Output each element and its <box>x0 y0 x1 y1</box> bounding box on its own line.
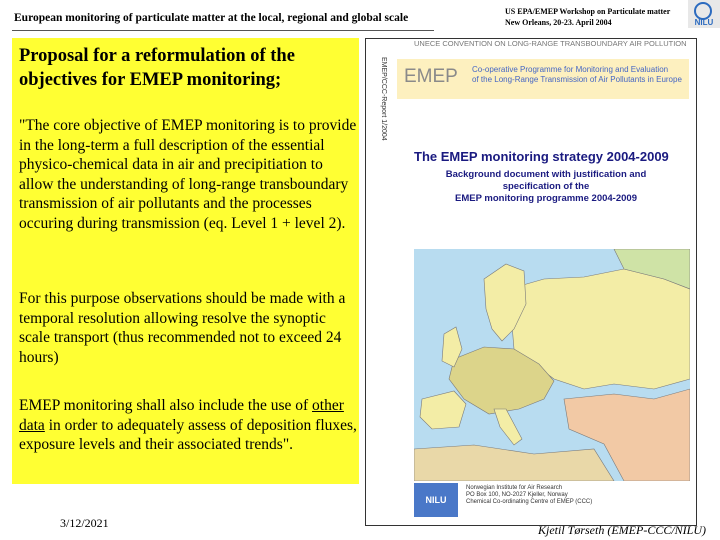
document-cover-image <box>365 38 697 526</box>
para3-start: EMEP monitoring shall also include the use of <box>19 397 313 414</box>
nilu-logo <box>688 0 720 28</box>
europe-map-image <box>414 249 690 481</box>
doc-subtitle-line3: EMEP monitoring programme 2004-2009 <box>455 193 637 204</box>
workshop-location: New Orleans, 20-23. April 2004 <box>505 18 612 27</box>
workshop-name: US EPA/EMEP Workshop on Particulate matter <box>505 7 671 16</box>
paragraph-objective: "The core objective of EMEP monitoring is to provide in the long-term a full description of the essential physico-chemical data in air and precipitiation to allow the understanding of long-range transboundary transmission of air pollutants and the processes occuring during transmission (eq. Level 1 + level 2). <box>19 117 357 232</box>
doc-footer-address <box>466 485 666 506</box>
paragraph-other-data <box>19 396 359 455</box>
doc-unece-header: UNECE CONVENTION ON LONG-RANGE TRANSBOUNDARY AIR POLLUTION <box>414 39 687 48</box>
doc-programme-line2: of the Long-Range Transmission of Air Pollutants in Europe <box>472 75 682 84</box>
doc-footer-line3: Chemical Co-ordinating Centre of EMEP (CCC) <box>466 499 593 505</box>
doc-emep-logo: EMEP <box>404 66 458 87</box>
slide-title: Proposal for a reformulation of the objectives for EMEP monitoring; <box>19 46 295 90</box>
header-workshop <box>505 6 670 28</box>
doc-subtitle <box>426 169 666 205</box>
doc-programme-line1: Co-operative Programme for Monitoring and Evaluation <box>472 65 669 74</box>
nilu-logo-text: NILU <box>694 18 714 27</box>
doc-footer-line1: Norwegian Institute for Air Research <box>466 485 563 491</box>
paragraph-resolution: For this purpose observations should be made with a temporal resolution allowing resolve the synoptic scale transport (thus recommended not to exceed 24 hours) <box>19 290 346 366</box>
other-data-link[interactable]: other data <box>19 397 344 434</box>
doc-programme-name <box>472 65 684 85</box>
doc-subtitle-line2: specification of the <box>502 181 590 192</box>
doc-title: The EMEP monitoring strategy 2004-2009 <box>414 149 669 164</box>
doc-side-label: EMEP/CCC-Report 1/2004 <box>380 57 387 141</box>
doc-subtitle-line1: Background document with justification and <box>445 169 647 180</box>
header-title: European monitoring of particulate matter at the local, regional and global scale <box>14 12 409 24</box>
slide-author: Kjetil Tørseth (EMEP-CCC/NILU) <box>538 523 706 537</box>
slide-date: 3/12/2021 <box>60 516 109 530</box>
para3-end: in order to adequately assess of deposition fluxes, exposure levels and their associated trends". <box>19 416 357 453</box>
header-divider <box>12 30 434 31</box>
doc-footer-line2: PO Box 100, NO-2027 Kjeller, Norway <box>466 492 568 498</box>
doc-nilu-logo: NILU <box>414 483 458 517</box>
